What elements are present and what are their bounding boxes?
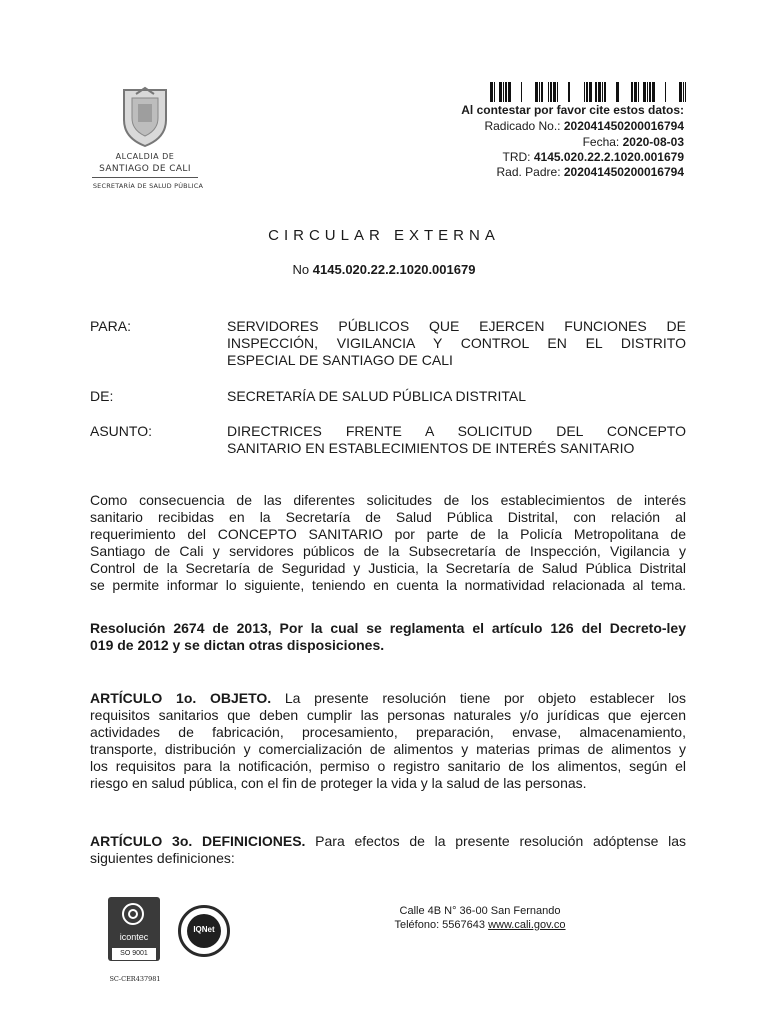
resolution-heading: Resolución 2674 de 2013, Por la cual se reglamenta el artículo 126 del Decreto-ley 019 de 2012 y se dictan otras disposiciones. [90,620,686,653]
certificate-code: SC-CER437981 [109,975,161,983]
cite-notice: Al contestar por favor cite estos datos: [461,103,684,117]
radicado-trd: TRD: 4145.020.22.2.1020.001679 [502,150,684,164]
articulo-3-heading: ARTÍCULO 3o. DEFINICIONES. [90,833,306,849]
articulo-1-paragraph: ARTÍCULO 1o. OBJETO. La presente resolución tiene por objeto establecer los requisitos sanitarios que deben cumplir las personas naturales y/o jurídicas que ejercen actividades de fabricación, procesamiento, preparación, envase, almacenamiento, transporte, distribución y comercialización de alimentos y materias primas de alimentos y los requisitos para la notificación, permiso o registro sanitario de los alimentos, según el riesgo en salud pública, con el fin de proteger la vida y la salud de las personas. [90,690,686,791]
radicado-padre: Rad. Padre: 202041450200016794 [496,165,684,179]
alcaldia-crest-icon [118,86,172,148]
document-title: CIRCULAR EXTERNA [268,227,500,244]
logo-alcaldia-line: ALCALDIA DE [115,152,175,161]
logo-divider [92,177,198,178]
icontec-inner-ring-icon [128,909,138,919]
de-label: DE: [90,388,114,404]
asunto-label: ASUNTO: [90,423,152,439]
footer-contact: Teléfono: 5567643 www.cali.gov.co [394,919,566,931]
logo-city-line: SANTIAGO DE CALI [99,164,191,174]
de-value: SECRETARÍA DE SALUD PÚBLICA DISTRITAL [227,388,527,404]
intro-paragraph: Como consecuencia de las diferentes solicitudes de los establecimientos de interés sanitario recibidas en la Secretaría de Salud Pública Distrital, con relación al requerimiento del CONCEPTO SANITARIO por parte de la Policía Metropolitana de Santiago de Cali y servidores públicos de la Subsecretaría de Inspección, Vigilancia y Control de la Secretaría de Seguridad y Justicia, la Secretaría de Salud Pública Distrital se permite informar lo siguiente, teniendo en cuenta la normatividad relacionada al tema. [90,492,686,593]
iqnet-label: IQNet [193,925,215,934]
radicado-date: Fecha: 2020-08-03 [582,135,684,149]
logo-secretaria-line: SECRETARÍA DE SALUD PÚBLICA [92,182,204,190]
asunto-value: DIRECTRICES FRENTE A SOLICITUD DEL CONCEPTO SANITARIO EN ESTABLECIMIENTOS DE INTERÉS SANITARIO [227,423,686,456]
para-label: PARA: [90,318,131,334]
website-link[interactable]: www.cali.gov.co [488,919,566,931]
articulo-1-heading: ARTÍCULO 1o. OBJETO. [90,690,272,706]
iso-label: SO 9001 [112,948,156,960]
footer-address: Calle 4B N° 36-00 San Fernando [399,905,561,917]
para-value: SERVIDORES PÚBLICOS QUE EJERCEN FUNCIONES DE INSPECCIÓN, VIGILANCIA Y CONTROL EN EL DISTRITO ESPECIAL DE SANTIAGO DE CALI [227,318,686,368]
articulo-3-paragraph: ARTÍCULO 3o. DEFINICIONES. Para efectos de la presente resolución adóptense las siguientes definiciones: [90,833,686,866]
circular-number: No 4145.020.22.2.1020.001679 [292,262,476,277]
radicado-number: Radicado No.: 202041450200016794 [484,119,684,133]
barcode-icon [490,82,686,102]
icontec-label: icontec [119,932,149,942]
